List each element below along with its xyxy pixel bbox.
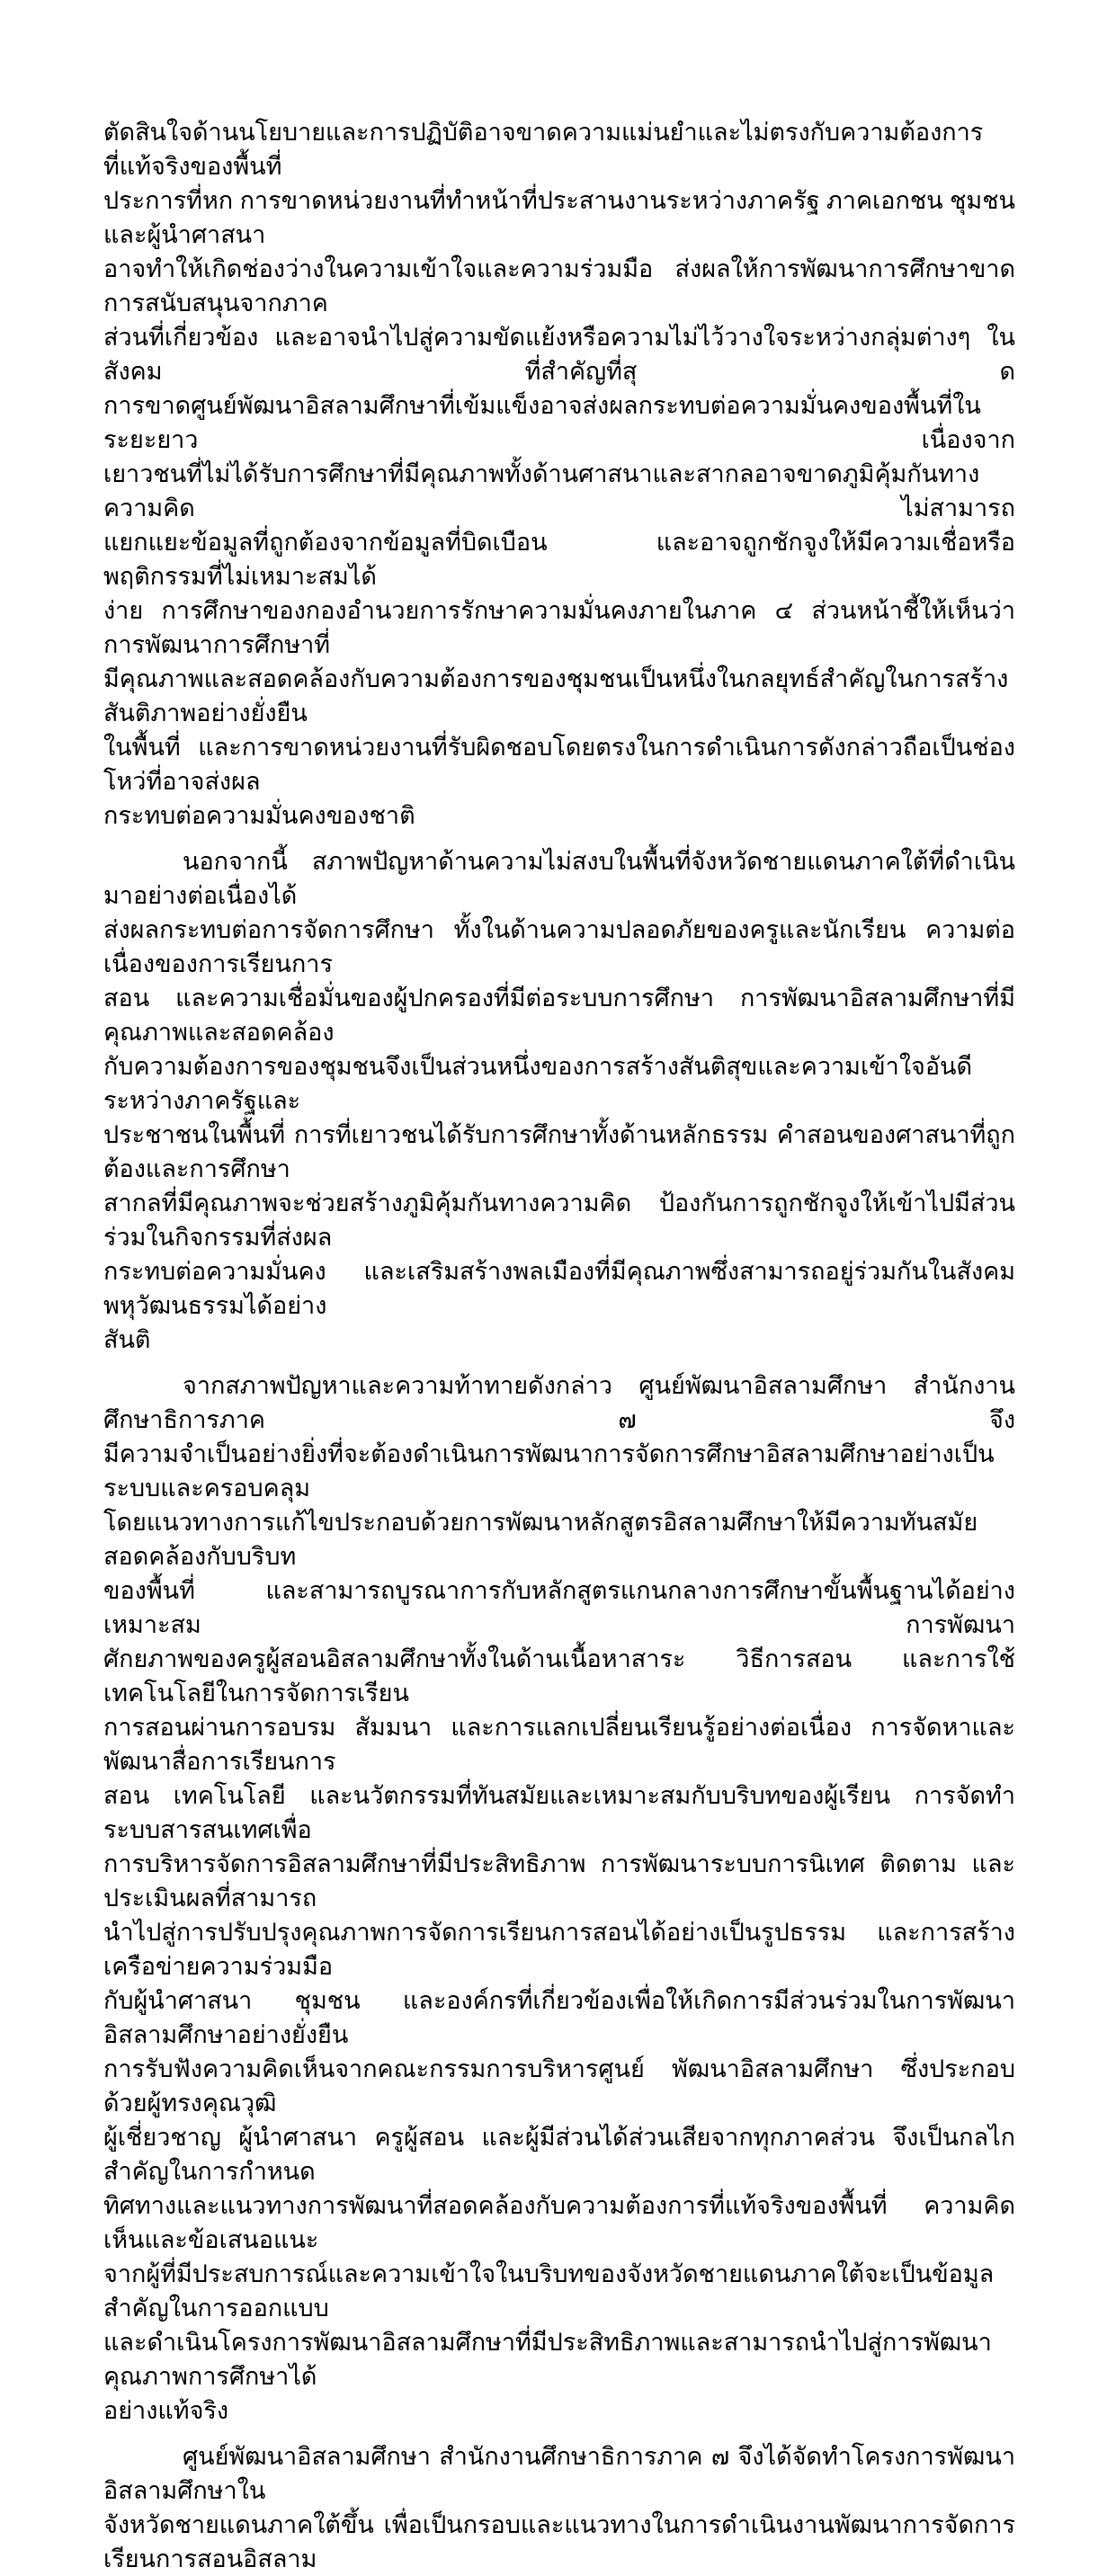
text-line: ศักยภาพของครูผู้สอนอิสลามศึกษาทั้งในด้านเนื้อหาสาระ วิธีการสอน และการใช้เทคโนโลยีในการจัดการเรียน [103, 1645, 1015, 1707]
text-line: จังหวัดชายแดนภาคใต้ขึ้น เพื่อเป็นกรอบและแนวทางในการดำเนินงานพัฒนาการจัดการเรียนการสอนอิสลาม [103, 2511, 1015, 2572]
text-line: กับความต้องการของชุมชนจึงเป็นส่วนหนึ่งของการสร้างสันติสุขและความเข้าใจอันดีระหว่างภาครัฐและ [103, 1053, 973, 1114]
text-line: กับผู้นำศาสนา ชุมชน และองค์กรที่เกี่ยวข้องเพื่อให้เกิดการมีส่วนร่วมในการพัฒนาอิสลามศึกษาอย่างยั่งยืน [103, 1987, 1015, 2048]
paragraph-3 [103, 1368, 1015, 2428]
text-line: อาจทำให้เกิดช่องว่างในความเข้าใจและความร่วมมือ ส่งผลให้การพัฒนาการศึกษาขาดการสนับสนุนจากภาค [103, 255, 1015, 316]
text-line: การบริหารจัดการอิสลามศึกษาที่มีประสิทธิภาพ การพัฒนาระบบการนิเทศ ติดตาม และประเมินผลที่สามารถ [103, 1850, 1015, 1912]
text-line: สอน และความเชื่อมั่นของผู้ปกครองที่มีต่อระบบการศึกษา การพัฒนาอิสลามศึกษาที่มีคุณภาพและสอดคล้อง [103, 985, 1015, 1046]
text-line: นอกจากนี้ สภาพปัญหาด้านความไม่สงบในพื้นที่จังหวัดชายแดนภาคใต้ที่ดำเนินมาอย่างต่อเนื่องได้ [103, 848, 1015, 909]
text-line: โดยแนวทางการแก้ไขประกอบด้วยการพัฒนาหลักสูตรอิสลามศึกษาให้มีความทันสมัย สอดคล้องกับบริบท [103, 1509, 978, 1570]
text-line: มีคุณภาพและสอดคล้องกับความต้องการของชุมชนเป็นหนึ่งในกลยุทธ์สำคัญในการสร้างสันติภาพอย่างยั่งยืน [103, 665, 1009, 726]
text-line: ประชาชนในพื้นที่ การที่เยาวชนได้รับการศึกษาทั้งด้านหลักธรรม คำสอนของศาสนาที่ถูกต้องและการศึกษา [103, 1121, 1015, 1182]
text-line: กระทบต่อความมั่นคง และเสริมสร้างพลเมืองที่มีคุณภาพซึ่งสามารถอยู่ร่วมกันในสังคมพหุวัฒนธรรมได้อย่าง [103, 1258, 1015, 1319]
text-line: และดำเนินโครงการพัฒนาอิสลามศึกษาที่มีประสิทธิภาพและสามารถนำไปสู่การพัฒนาคุณภาพการศึกษาได้ [103, 2329, 992, 2390]
text-line: ตัดสินใจด้านนโยบายและการปฏิบัติอาจขาดความแม่นยำและไม่ตรงกับความต้องการที่แท้จริงของพื้นที่ [103, 119, 984, 180]
text-line: ทิศทางและแนวทางการพัฒนาที่สอดคล้องกับความต้องการที่แท้จริงของพื้นที่ ความคิดเห็นและข้อเสนอแนะ [103, 2192, 1015, 2253]
text-line: สันติ [103, 1326, 151, 1353]
text-line: นำไปสู่การปรับปรุงคุณภาพการจัดการเรียนการสอนได้อย่างเป็นรูปธรรม และการสร้างเครือข่ายความร่วมมือ [103, 1919, 1015, 1980]
text-line: เยาวชนที่ไม่ได้รับการศึกษาที่มีคุณภาพทั้งด้านศาสนาและสากลอาจขาดภูมิคุ้มกันทางความคิด ไม่สามารถ [103, 460, 1015, 521]
text-line: ส่งผลกระทบต่อการจัดการศึกษา ทั้งในด้านความปลอดภัยของครูและนักเรียน ความต่อเนื่องของการเรียนการ [103, 916, 1015, 977]
text-line: กระทบต่อความมั่นคงของชาติ [103, 802, 415, 829]
text-line: สอน เทคโนโลยี และนวัตกรรมที่ทันสมัยและเหมาะสมกับบริบทของผู้เรียน การจัดทำระบบสารสนเทศเพื่อ [103, 1782, 1015, 1843]
text-line: การสอนผ่านการอบรม สัมมนา และการแลกเปลี่ยนเรียนรู้อย่างต่อเนื่อง การจัดหาและพัฒนาสื่อการเรียนการ [103, 1714, 1015, 1775]
text-line: จากผู้ที่มีประสบการณ์และความเข้าใจในบริบทของจังหวัดชายแดนภาคใต้จะเป็นข้อมูลสำคัญในการออกแบบ [103, 2260, 995, 2322]
text-line: ศูนย์พัฒนาอิสลามศึกษา สำนักงานศึกษาธิการภาค ๗ จึงได้จัดทำโครงการพัฒนาอิสลามศึกษาใน [103, 2443, 1015, 2504]
text-line: ส่วนที่เกี่ยวข้อง และอาจนำไปสู่ความขัดแย้งหรือความไม่ไว้วางใจระหว่างกลุ่มต่างๆ ในสังคม ที่สำคัญที่สุ ด [103, 324, 1015, 385]
text-line: การขาดศูนย์พัฒนาอิสลามศึกษาที่เข้มแข็งอาจส่งผลกระทบต่อความมั่นคงของพื้นที่ในระยะยาว เนื่องจาก [103, 392, 1015, 453]
text-line: สากลที่มีคุณภาพจะช่วยสร้างภูมิคุ้มกันทางความคิด ป้องกันการถูกชักจูงให้เข้าไปมีส่วนร่วมในกิจกรรมที่ส่งผล [103, 1190, 1015, 1251]
paragraph-1 [103, 115, 1015, 833]
text-line: ผู้เชี่ยวชาญ ผู้นำศาสนา ครูผู้สอน และผู้มีส่วนได้ส่วนเสียจากทุกภาคส่วน จึงเป็นกลไกสำคัญในการกำหนด [103, 2124, 1015, 2185]
text-line: ประการที่หก การขาดหน่วยงานที่ทำหน้าที่ประสานงานระหว่างภาครัฐ ภาคเอกชน ชุมชน และผู้นำศาสนา [103, 187, 1015, 248]
paragraph-4 [103, 2439, 1015, 2576]
text-line: อย่างแท้จริง [103, 2397, 229, 2424]
text-line: ของพื้นที่ และสามารถบูรณาการกับหลักสูตรแกนกลางการศึกษาขั้นพื้นฐานได้อย่างเหมาะสม การพัฒนา [103, 1577, 1015, 1638]
text-line: ในพื้นที่ และการขาดหน่วยงานที่รับผิดชอบโดยตรงในการดำเนินการดังกล่าวถือเป็นช่องโหว่ที่อาจส่งผล [103, 734, 1015, 795]
paragraph-2 [103, 844, 1015, 1357]
text-line: มีความจำเป็นอย่างยิ่งที่จะต้องดำเนินการพัฒนาการจัดการศึกษาอิสลามศึกษาอย่างเป็นระบบและครอบคลุม [103, 1440, 995, 1502]
text-line: การรับฟังความคิดเห็นจากคณะกรรมการบริหารศูนย์ พัฒนาอิสลามศึกษา ซึ่งประกอบด้วยผู้ทรงคุณวุฒิ [103, 2055, 1015, 2117]
text-line: จากสภาพปัญหาและความท้าทายดังกล่าว ศูนย์พัฒนาอิสลามศึกษา สำนักงานศึกษาธิการภาค ๗ จึง [103, 1372, 1015, 1433]
text-line: ง่าย การศึกษาของกองอำนวยการรักษาความมั่นคงภายในภาค ๔ ส่วนหน้าชี้ให้เห็นว่า การพัฒนาการศึกษาที่ [103, 597, 1015, 658]
text-line: แยกแยะข้อมูลที่ถูกต้องจากข้อมูลที่บิดเบือน และอาจถูกชักจูงให้มีความเชื่อหรือพฤติกรรมที่ไม่เหมาะสมได้ [103, 529, 1015, 590]
